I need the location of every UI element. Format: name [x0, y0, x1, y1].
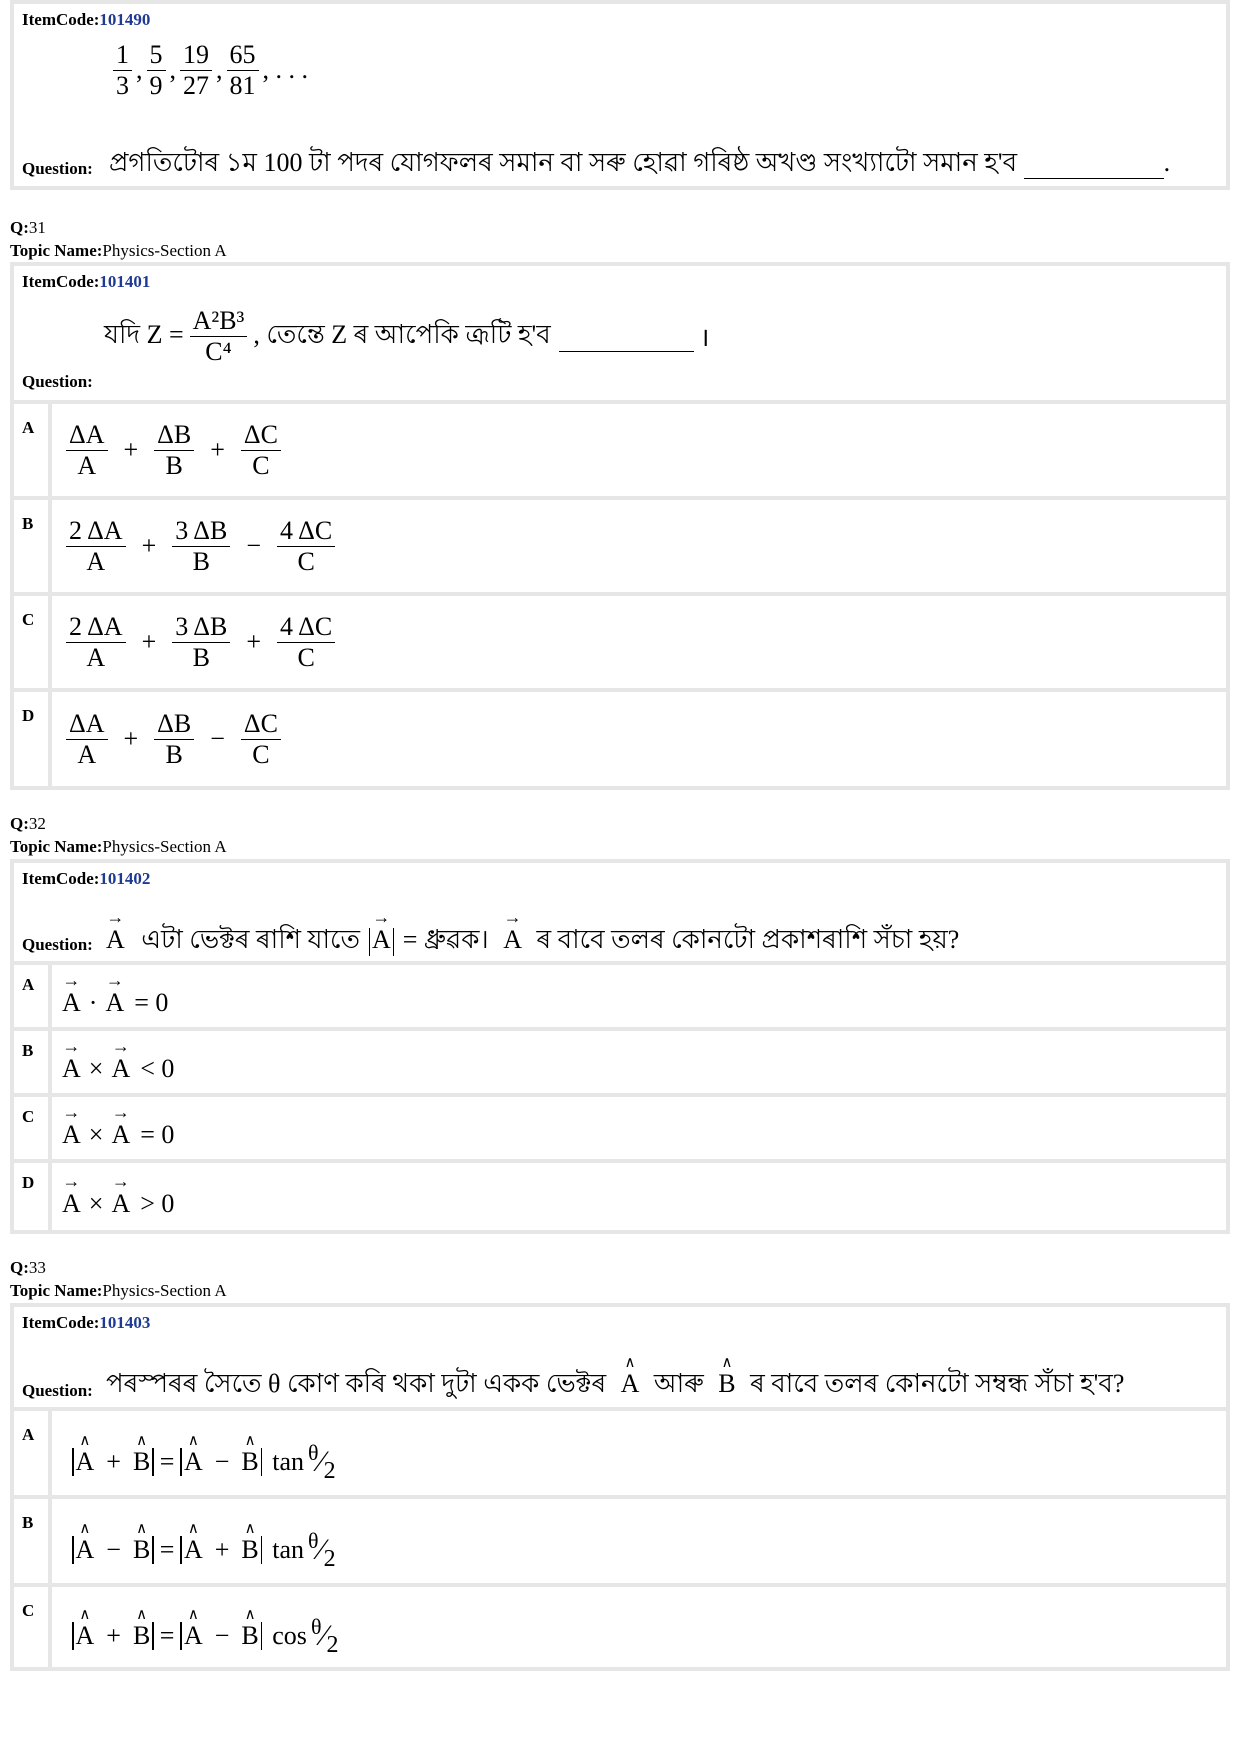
vector-a: → A: [105, 988, 124, 1018]
itemcode-line: [22, 272, 150, 292]
angle: θ: [308, 1439, 319, 1465]
option-term: [172, 612, 230, 673]
option-expression: [62, 1097, 174, 1159]
relation: = 0: [140, 1120, 175, 1149]
half-angle: [308, 1528, 336, 1573]
term-numerator: 1: [113, 40, 132, 71]
question-text: [109, 142, 1170, 186]
option-term: [241, 420, 281, 481]
option-letter: C: [14, 1097, 52, 1159]
answer-blank: [559, 321, 694, 352]
question-part1: পৰস্পৰৰ সৈতে θ কোণ কৰি থকা দুটা একক ভেক্টৰ: [106, 1369, 607, 1398]
question-label: Question:: [22, 935, 93, 954]
topic-label: Topic Name:: [10, 241, 103, 260]
abs-bar: [180, 1622, 182, 1650]
topic-label: Topic Name:: [10, 1281, 103, 1300]
option-expression: [62, 1031, 174, 1093]
itemcode-line: [22, 10, 150, 30]
option-expression: ∧ A − ∧ B = ∧ A + ∧ B tan $^\theta⁄_2$: [70, 1499, 336, 1583]
sequence-term: [227, 40, 259, 101]
question-part3: ৰ বাবে তলৰ কোনটো প্ৰকাশৰাশি সঁচা হয়?: [536, 925, 960, 954]
option-row-b[interactable]: [14, 1031, 1226, 1097]
question-block-101401: [10, 262, 1230, 790]
question-body: প্ৰগতিটোৰ ১ম 100 টা পদৰ যোগফলৰ সমান বা সৰু হোৱা গৰিষ্ঠ অখণ্ড সংখ্যাটো সমান হ'ব: [109, 148, 1018, 177]
option-letter: A: [14, 404, 52, 496]
option-expression: [62, 965, 168, 1027]
unit-vector-a: ∧ A: [184, 1447, 203, 1477]
term-numerator: 19: [180, 40, 212, 71]
term-denominator: C: [297, 546, 315, 576]
unit-vector-a: ∧ A: [184, 1535, 203, 1565]
question-suffix: , তেন্তে Z ৰ আপেকি ত্ৰূটি হ'ব: [253, 320, 551, 350]
half-angle: [311, 1614, 339, 1659]
unit-vector-a: ∧ A: [621, 1369, 640, 1399]
operator: −: [214, 1447, 230, 1476]
option-row-c[interactable]: [14, 1587, 1226, 1667]
relation: = 0: [134, 988, 169, 1017]
question-text: [106, 919, 959, 963]
unit-vector-b: ∧ B: [133, 1447, 150, 1477]
topic-line: [10, 241, 227, 261]
q-label: Q:: [10, 1258, 29, 1277]
sequence: $\frac{1}{3}$ , $\frac{5}{9}$ , $\frac{19}{27}$ , $\frac{65}{81}$ , . . .: [109, 40, 308, 101]
vector-operator: ×: [88, 1054, 104, 1083]
term-denominator: B: [192, 546, 210, 576]
option-term: [66, 612, 126, 673]
operator: −: [106, 1535, 121, 1564]
slash: ⁄: [318, 1444, 324, 1478]
term-numerator: 2 ΔA: [66, 612, 126, 643]
slash: ⁄: [318, 1532, 324, 1566]
half-angle: [308, 1440, 336, 1485]
vector-a: → A: [503, 925, 522, 955]
question-fraction: [190, 306, 248, 367]
question-part2: = ধ্ৰুৱক।: [402, 925, 489, 954]
term-operator: +: [123, 435, 139, 464]
unit-vector-b: ∧ B: [718, 1369, 735, 1399]
term-numerator: ΔC: [241, 420, 281, 451]
term-numerator: 65: [227, 40, 259, 71]
abs-bar: [180, 1536, 182, 1564]
question-prefix: যদি Z =: [104, 320, 184, 350]
term-denominator: A: [86, 546, 106, 576]
term-denominator: B: [165, 739, 183, 769]
option-term: [66, 420, 108, 481]
term-denominator: C: [297, 642, 315, 672]
fraction-numerator: A²B³: [190, 306, 248, 337]
itemcode-value: 101402: [99, 869, 151, 888]
relation: < 0: [140, 1054, 175, 1083]
question-number: [10, 814, 46, 834]
term-denominator: A: [77, 739, 97, 769]
q-label: Q:: [10, 814, 29, 833]
option-term: [66, 709, 108, 770]
abs-bar: [180, 1448, 182, 1476]
option-letter: B: [14, 1031, 52, 1093]
term-denominator: A: [86, 642, 106, 672]
question-row: [14, 266, 1226, 404]
vector-a: → A: [62, 1120, 81, 1150]
option-expression: [62, 1163, 174, 1230]
term-operator: +: [141, 627, 157, 656]
term-operator: +: [210, 435, 225, 464]
vector-operator: ·: [88, 988, 98, 1017]
option-letter: C: [14, 1587, 52, 1667]
itemcode-value: 101401: [99, 272, 151, 291]
option-term: [154, 420, 194, 481]
itemcode-label: ItemCode:: [22, 1313, 100, 1332]
vector-a: → A: [111, 1120, 130, 1150]
question-text: [106, 1363, 1124, 1407]
question-text: [104, 306, 710, 367]
vector-a: → A: [372, 925, 391, 955]
term-denominator: C: [252, 450, 270, 480]
q-number: 33: [28, 1258, 46, 1277]
abs-bar-right: [393, 928, 395, 956]
option-expression: ∧ A + ∧ B = ∧ A − ∧ B tan $^\theta⁄_2$: [70, 1411, 336, 1495]
term-numerator: ΔA: [66, 420, 108, 451]
unit-vector-a: ∧ A: [76, 1447, 95, 1477]
vector-a: → A: [111, 1054, 130, 1084]
topic-label: Topic Name:: [10, 837, 103, 856]
option-row-d[interactable]: [14, 1163, 1226, 1230]
option-row-d[interactable]: [14, 692, 1226, 786]
term-denominator: C: [252, 739, 270, 769]
itemcode-label: ItemCode:: [22, 869, 100, 888]
question-part1: এটা ভেক্টৰ ৰাশি যাতে: [141, 925, 360, 954]
question-row: [14, 1307, 1226, 1411]
q-number: 31: [28, 218, 46, 237]
fraction-denominator: C⁴: [205, 336, 232, 366]
sequence-term: [113, 40, 132, 101]
itemcode-label: ItemCode:: [22, 10, 100, 29]
abs-bar: [261, 1536, 263, 1564]
option-expression: [62, 692, 285, 786]
question-block-101403: [10, 1303, 1230, 1671]
itemcode-line: [22, 1313, 150, 1333]
option-row-b[interactable]: [14, 1499, 1226, 1587]
option-letter: B: [14, 500, 52, 592]
trig-function: tan: [272, 1447, 305, 1476]
abs-bar-left: [369, 928, 371, 956]
term-numerator: 4 ΔC: [277, 612, 335, 643]
trig-function: tan: [272, 1535, 305, 1564]
question-block-101402: [10, 859, 1230, 1234]
term-denominator: 9: [149, 70, 163, 100]
unit-vector-a: ∧ A: [76, 1621, 95, 1651]
option-row-a[interactable]: [14, 1411, 1226, 1499]
sequence-term: [180, 40, 212, 101]
term-numerator: 5: [147, 40, 166, 71]
option-expression: ∧ A + ∧ B = ∧ A − ∧ B cos $^\theta⁄_2$: [70, 1587, 339, 1667]
question-part2: আৰু: [653, 1369, 704, 1398]
term-denominator: 27: [183, 70, 209, 100]
question-label: Question:: [22, 1381, 93, 1400]
unit-vector-a: ∧ A: [76, 1535, 95, 1565]
term-denominator: B: [192, 642, 210, 672]
term-operator: −: [210, 724, 225, 753]
question-block-101490: [10, 0, 1230, 190]
topic-line: [10, 1281, 227, 1301]
question-label: Question:: [22, 159, 93, 178]
option-term: [154, 709, 194, 770]
angle: θ: [310, 1613, 322, 1639]
option-row-a[interactable]: [14, 965, 1226, 1031]
abs-bar: [72, 1622, 74, 1650]
abs-bar: [152, 1448, 154, 1476]
relation: > 0: [140, 1188, 175, 1218]
option-letter: B: [14, 1499, 52, 1583]
vector-a: → A: [111, 1189, 130, 1219]
divisor: 2: [323, 1457, 336, 1484]
question-row: [14, 863, 1226, 965]
unit-vector-b: ∧ B: [241, 1621, 258, 1651]
answer-blank: [1024, 148, 1164, 179]
option-row-c[interactable]: [14, 1097, 1226, 1163]
abs-bar: [261, 1622, 263, 1650]
term-numerator: ΔC: [241, 709, 281, 740]
option-letter: C: [14, 596, 52, 688]
vector-a: → A: [62, 1189, 81, 1219]
angle: θ: [308, 1527, 319, 1553]
unit-vector-a: ∧ A: [184, 1621, 203, 1651]
option-letter: A: [14, 1411, 52, 1495]
itemcode-value: 101490: [99, 10, 151, 29]
sequence-ellipsis: , . . .: [262, 55, 308, 85]
option-row-c[interactable]: [14, 596, 1226, 692]
operator: +: [106, 1447, 121, 1476]
term-denominator: 81: [229, 70, 256, 100]
abs-bar: [72, 1536, 74, 1564]
abs-bar: [152, 1622, 154, 1650]
option-term: [66, 516, 126, 577]
option-row-a[interactable]: [14, 404, 1226, 500]
term-operator: −: [246, 531, 262, 560]
trig-function: cos: [272, 1621, 307, 1650]
operator: +: [106, 1621, 121, 1650]
option-letter: D: [14, 692, 52, 786]
option-expression: [62, 500, 339, 592]
term-denominator: 3: [116, 70, 129, 100]
question-part3: ৰ বাবে তলৰ কোনটো সম্বন্ধ সঁচা হ'ব?: [750, 1369, 1125, 1398]
term-numerator: 4 ΔC: [277, 516, 335, 547]
vector-operator: ×: [88, 1188, 104, 1218]
operator: −: [214, 1621, 230, 1650]
option-row-b[interactable]: [14, 500, 1226, 596]
term-operator: +: [246, 627, 262, 656]
vector-a: → A: [62, 1054, 81, 1084]
option-term: [172, 516, 230, 577]
option-letter: D: [14, 1163, 52, 1230]
term-numerator: ΔB: [154, 709, 194, 740]
option-expression: [62, 404, 285, 496]
question-end: .: [1163, 148, 1171, 177]
q-number: 32: [28, 814, 46, 833]
question-end: ।: [699, 323, 710, 353]
topic-name: Physics-Section A: [102, 241, 227, 260]
q-label: Q:: [10, 218, 29, 237]
topic-name: Physics-Section A: [102, 1281, 227, 1300]
option-term: [277, 612, 335, 673]
abs-bar: [72, 1448, 74, 1476]
question-label: Question:: [22, 372, 93, 391]
option-expression: [62, 596, 339, 688]
option-letter: A: [14, 965, 52, 1027]
topic-line: [10, 837, 227, 857]
itemcode-line: [22, 869, 150, 889]
sequence-term: [147, 40, 166, 101]
unit-vector-b: ∧ B: [133, 1535, 150, 1565]
term-denominator: A: [77, 450, 97, 480]
question-number: [10, 1258, 46, 1278]
vector-operator: ×: [88, 1120, 104, 1149]
question-number: [10, 218, 46, 238]
term-operator: +: [141, 531, 157, 560]
option-term: [241, 709, 281, 770]
term-numerator: 3 ΔB: [172, 612, 230, 643]
itemcode-value: 101403: [99, 1313, 151, 1332]
topic-name: Physics-Section A: [102, 837, 227, 856]
unit-vector-b: ∧ B: [241, 1447, 258, 1477]
abs-bar: [152, 1536, 154, 1564]
option-term: [277, 516, 335, 577]
term-operator: +: [123, 724, 139, 753]
slash: ⁄: [321, 1618, 327, 1652]
unit-vector-b: ∧ B: [133, 1621, 150, 1651]
vector-a: → A: [106, 925, 125, 955]
term-numerator: 2 ΔA: [66, 516, 126, 547]
term-denominator: B: [165, 450, 183, 480]
term-numerator: 3 ΔB: [172, 516, 230, 547]
operator: +: [214, 1535, 230, 1564]
abs-bar: [261, 1448, 263, 1476]
divisor: 2: [326, 1631, 339, 1658]
term-numerator: ΔA: [66, 709, 108, 740]
divisor: 2: [323, 1545, 336, 1572]
vector-a: → A: [62, 988, 81, 1018]
term-numerator: ΔB: [154, 420, 194, 451]
itemcode-label: ItemCode:: [22, 272, 100, 291]
unit-vector-b: ∧ B: [241, 1535, 258, 1565]
